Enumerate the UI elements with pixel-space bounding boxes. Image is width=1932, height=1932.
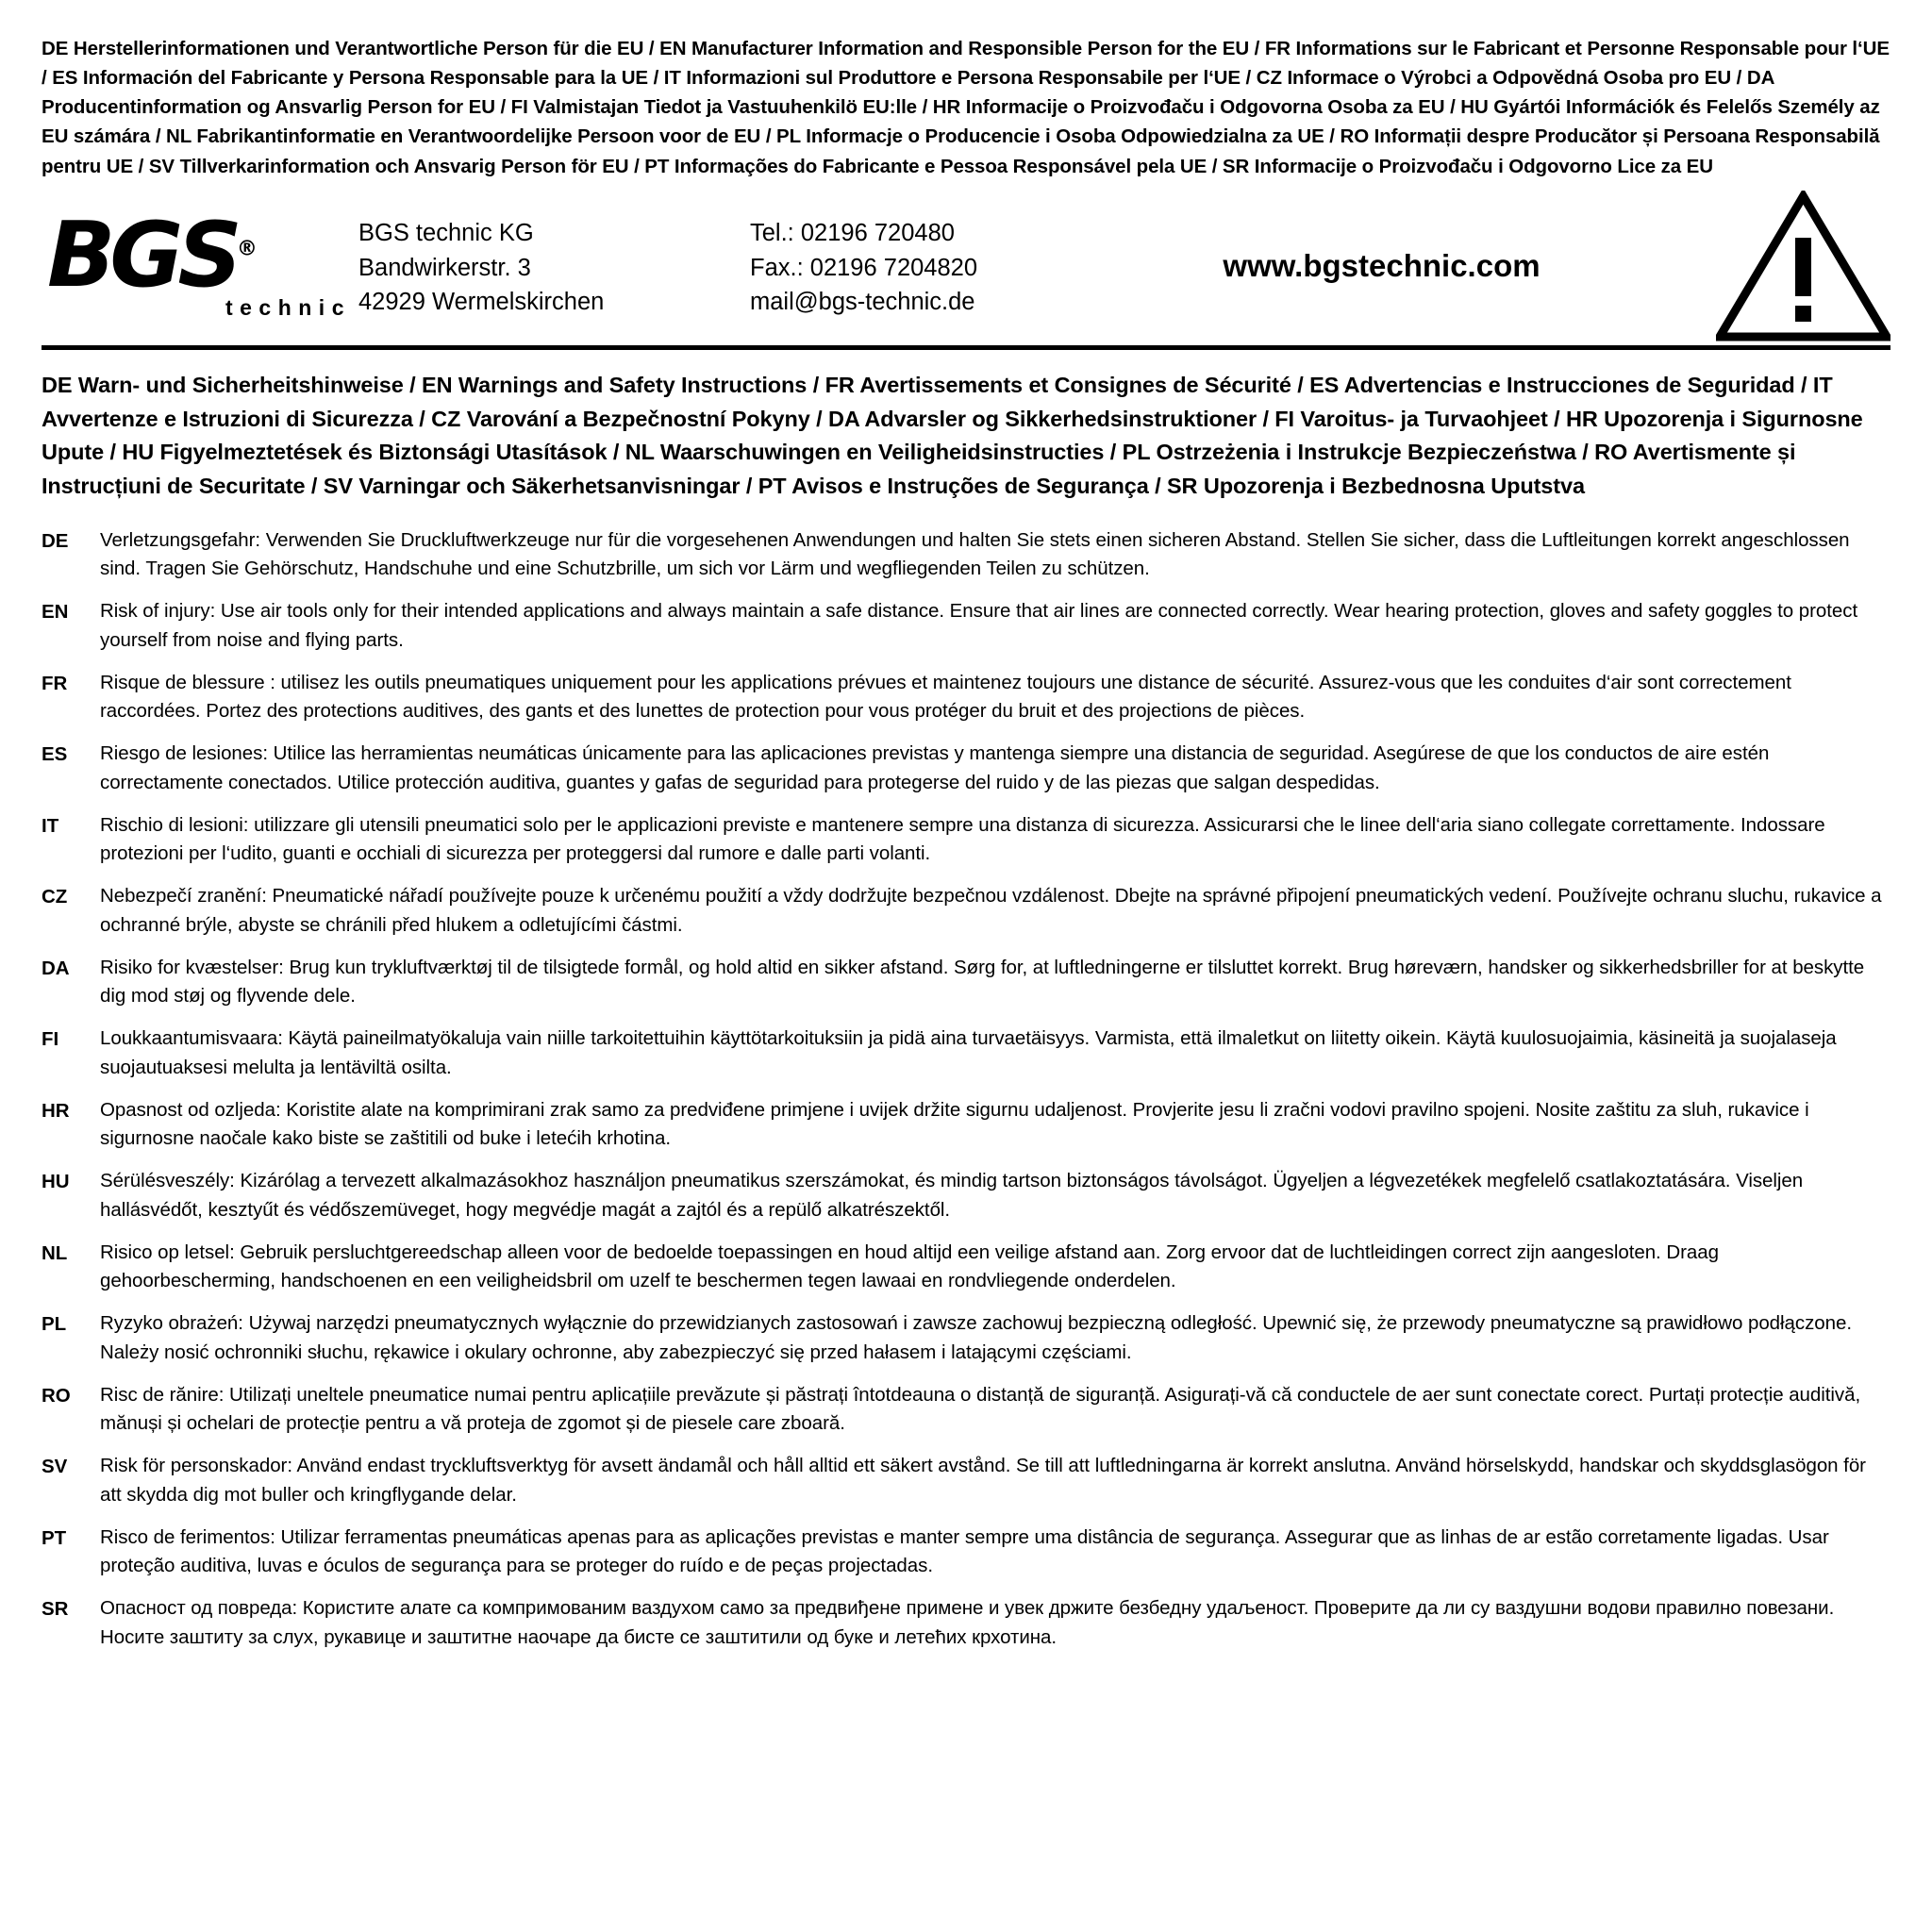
list-item: [42, 1167, 1886, 1225]
language-code: HR: [42, 1099, 70, 1122]
list-item: [42, 1381, 1886, 1440]
logo-subtitle: technic: [225, 294, 351, 320]
instructions-list: [42, 526, 1886, 1653]
instruction-text: Risiko for kvæstelser: Brug kun trykluftværktøj til de tilsigtede formål, og hold altid en sikker afstand. Sørg for, at luftledningerne er tilsluttet korrekt. Brug høreværn, handsker og sikkerhedsbriller for at beskytte dig mod støj og flyvende dele.: [100, 956, 1865, 1008]
list-item: [42, 1594, 1886, 1653]
list-item: [42, 597, 1886, 656]
list-item: [42, 740, 1886, 798]
warnings-heading: DE Warn- und Sicherheitshinweise / EN Warnings and Safety Instructions / FR Avertissements et Consignes de Sécurité / ES Advertencias e Instrucciones de Seguridad / IT Avvertenze e Istruzioni di Sicurezza / CZ Varování a Bezpečnostní Pokyny / DA Advarsler og Sikkerhedsinstruktioner / FI Varoitus- ja Turvaohjeet / HR Upozorenja i Sigurnosne Upute / HU Figyelmeztetések és Biztonsági Utasítások / NL Waarschuwingen en Veiligheidsinstructies / PL Ostrzeżenia i Instrukcje Bezpieczeństwa / RO Avertismente și Instrucțiuni de Securitate / SV Varningar och Säkerhetsanvisningar / PT Avisos e Instruções de Segurança / SR Upozorenja i Bezbednosna Uputstva: [42, 372, 1863, 498]
list-item: [42, 1309, 1886, 1368]
language-code: CZ: [42, 886, 68, 908]
company-fax: Fax.: 02196 7204820: [750, 254, 978, 281]
instruction-text: Risk för personskador: Använd endast tryckluftsverktyg för avsett ändamål och håll alltid ett säkert avstånd. Se till att luftledningarna är korrekt anslutna. Använd hörselskydd, handskar och skyddsglasögon för att skydda dig mot buller och kringflygande delar.: [100, 1455, 1866, 1506]
instruction-text: Rischio di lesioni: utilizzare gli utensili pneumatici solo per le applicazioni previste e mantenere sempre una distanza di sicurezza. Assicurarsi che le linee dell‘aria siano collegate correttamente. Indossare protezioni per l‘udito, guanti e occhiali di sicurezza per proteggersi dal rumore e dalle parti volanti.: [100, 813, 1825, 865]
instruction-text: Opasnost od ozljeda: Koristite alate na komprimirani zrak samo za predviđene primjene i uvijek držite sigurnu udaljenost. Provjerite jesu li zračni vodovi pravilno spojeni. Nosite zaštitu za sluh, rukavice i sigurnosne naočale kako biste se zaštitili od buke i letećih krhotina.: [100, 1098, 1809, 1150]
language-code: PT: [42, 1526, 67, 1549]
list-item: [42, 526, 1886, 585]
company-city: 42929 Wermelskirchen: [358, 288, 605, 315]
list-item: [42, 1239, 1886, 1297]
language-code: FI: [42, 1028, 59, 1051]
logo-wordmark: BGS®: [47, 203, 258, 308]
instruction-text: Verletzungsgefahr: Verwenden Sie Druckluftwerkzeuge nur für die vorgesehenen Anwendungen und halten Sie stets einen sicheren Abstand. Stellen Sie sicher, dass die Luftleitungen korrekt angeschlossen sind. Tragen Sie Gehörschutz, Handschuhe und eine Schutzbrille, um sich vor Lärm und wegfliegenden Teilen zu schützen.: [100, 528, 1850, 580]
company-name: BGS technic KG: [358, 220, 534, 247]
language-code: RO: [42, 1384, 71, 1407]
instruction-text: Risk of injury: Use air tools only for their intended applications and always maintain a safe distance. Ensure that air lines are connected correctly. Wear hearing protection, gloves and safety goggles to protect yourself from noise and flying parts.: [100, 600, 1858, 651]
list-item: [42, 1024, 1886, 1083]
bgs-logo: [42, 203, 358, 321]
company-address: [358, 212, 750, 319]
instruction-text: Risque de blessure : utilisez les outils pneumatiques uniquement pour les applications prévues et maintenez toujours une distance de sécurité. Assurez-vous que les conduites d‘air sont correctement raccordées. Portez des protections auditives, des gants et des lunettes de protection pour vous protéger du bruit et des projections de pièces.: [100, 671, 1791, 723]
language-code: DE: [42, 529, 69, 552]
language-code: NL: [42, 1241, 68, 1264]
list-item: [42, 1096, 1886, 1155]
instruction-text: Risco de ferimentos: Utilizar ferramentas pneumáticas apenas para as aplicações previstas e manter sempre uma distância de segurança. Assegurar que as linhas de ar estão corretamente ligadas. Usar proteção auditiva, luvas e óculos de segurança para se proteger do ruído e de peças projectadas.: [100, 1525, 1829, 1577]
company-website[interactable]: www.bgstechnic.com: [1223, 247, 1541, 283]
language-code: ES: [42, 743, 68, 766]
instruction-text: Ryzyko obrażeń: Używaj narzędzi pneumatycznych wyłącznie do przewidzianych zastosowań i zawsze zachowuj bezpieczną odległość. Upewnić się, że przewody pneumatyczne są prawidłowo podłączone. Należy nosić ochronniki słuchu, rękawice i okulary ochronne, aby zabezpieczyć się przed hałasem i latającymi częściami.: [100, 1312, 1852, 1363]
manufacturer-info-heading: DE Herstellerinformationen und Verantwortliche Person für die EU / EN Manufacturer Information and Responsible Person for the EU / FR Informations sur le Fabricant et Personne Responsable pour l‘UE / ES Información del Fabricante y Persona Responsable para la UE / IT Informazioni sul Produttore e Persona Responsabile per l‘UE / CZ Informace o Výrobci a Odpovědná Osoba pro EU / DA Producentinformation og Ansvarlig Person for EU / FI Valmistajan Tiedot ja Vastuuhenkilö EU:lle / HR Informacije o Proizvođaču i Odgovorna Osoba za EU / HU Gyártói Információk és Felelős Személy az EU számára / NL Fabrikantinformatie en Verantwoordelijke Persoon voor de EU / PL Informacje o Producencie i Osoba Odpowiedzialna za UE / RO Informații despre Producător și Persoana Responsabilă pentru UE / SV Tillverkarinformation och Ansvarig Person för EU / PT Informações do Fabricante e Pessoa Responsável pela UE / SR Informacije o Proizvođaču i Odgovorno Lice za EU: [42, 38, 1890, 177]
language-code: IT: [42, 814, 59, 837]
company-street: Bandwirkerstr. 3: [358, 254, 531, 281]
list-item: [42, 669, 1886, 727]
instruction-text: Nebezpečí zranění: Pneumatické nářadí používejte pouze k určenému použití a vždy dodržujte bezpečnou vzdálenost. Dbejte na správné připojení pneumatických vedení. Používejte ochranu sluchu, rukavice a ochranné brýle, abyste se chránili před hlukem a odletujícími částmi.: [100, 885, 1882, 936]
language-code: DA: [42, 957, 70, 979]
language-code: HU: [42, 1171, 70, 1193]
list-item: [42, 1524, 1886, 1582]
instruction-text: Sérülésveszély: Kizárólag a tervezett alkalmazásokhoz használjon pneumatikus szerszámokat, és mindig tartson biztonságos távolságot. Ügyeljen a légvezetékek megfelelő csatlakoztatására. Viseljen hallásvédőt, kesztyűt és védőszemüveget, hogy megvédje magát a zajtól és a repülő alkatrészektől.: [100, 1170, 1804, 1221]
language-code: FR: [42, 672, 68, 694]
language-code: EN: [42, 601, 69, 624]
list-item: [42, 811, 1886, 870]
instruction-text: Risc de rănire: Utilizați uneltele pneumatice numai pentru aplicațiile prevăzute și păstrați întotdeauna o distanță de siguranță. Asigurați-vă că conductele de aer sunt conectate corect. Purtați protecție auditivă, mănuși și ochelari de protecție pentru a vă proteja de zgomot și de piesele care zboară.: [100, 1383, 1861, 1435]
company-telephone: Tel.: 02196 720480: [750, 220, 955, 247]
language-code: PL: [42, 1313, 67, 1336]
warning-triangle-icon: [1711, 191, 1890, 341]
list-item: [42, 882, 1886, 941]
instruction-text: Опасност од повреда: Користите алате са компримованим ваздухом само за предвиђене примене и увек држите безбедну удаљеност. Проверите да ли су ваздушни водови правилно повезани. Носите заштиту за слух, рукавице и заштитне наочаре да бисте се заштитили од буке и летећих крхотина.: [100, 1597, 1835, 1648]
company-header: [42, 194, 1890, 350]
registered-trademark-icon: ®: [236, 237, 258, 261]
company-email[interactable]: mail@bgs-technic.de: [750, 288, 975, 315]
instruction-text: Riesgo de lesiones: Utilice las herramientas neumáticas únicamente para las aplicaciones previstas y mantenga siempre una distancia de seguridad. Asegúrese de que los conductos de aire estén correctamente conectados. Utilice protección auditiva, guantes y gafas de seguridad para protegerse del ruido y de las piezas que salgan despedidas.: [100, 742, 1770, 793]
language-code: SR: [42, 1598, 69, 1621]
list-item: [42, 1452, 1886, 1510]
company-contact: [750, 212, 1090, 319]
language-code: SV: [42, 1456, 68, 1478]
instruction-text: Loukkaantumisvaara: Käytä paineilmatyökaluja vain niille tarkoitettuihin käyttötarkoituksiin ja pidä aina turvaetäisyys. Varmista, että ilmaletkut on liitetty oikein. Käytä kuulosuojaimia, käsineitä ja suojalaseja suojautuaksesi melulta ja lentäviltä osilta.: [100, 1027, 1837, 1078]
list-item: [42, 954, 1886, 1012]
instruction-text: Risico op letsel: Gebruik persluchtgereedschap alleen voor de bedoelde toepassingen en houd altijd een veilige afstand aan. Zorg ervoor dat de luchtleidingen correct zijn aangesloten. Draag gehoorbescherming, handschoenen en een veiligheidsbril om uzelf te beschermen tegen lawaai en rondvliegende onderdelen.: [100, 1241, 1719, 1292]
